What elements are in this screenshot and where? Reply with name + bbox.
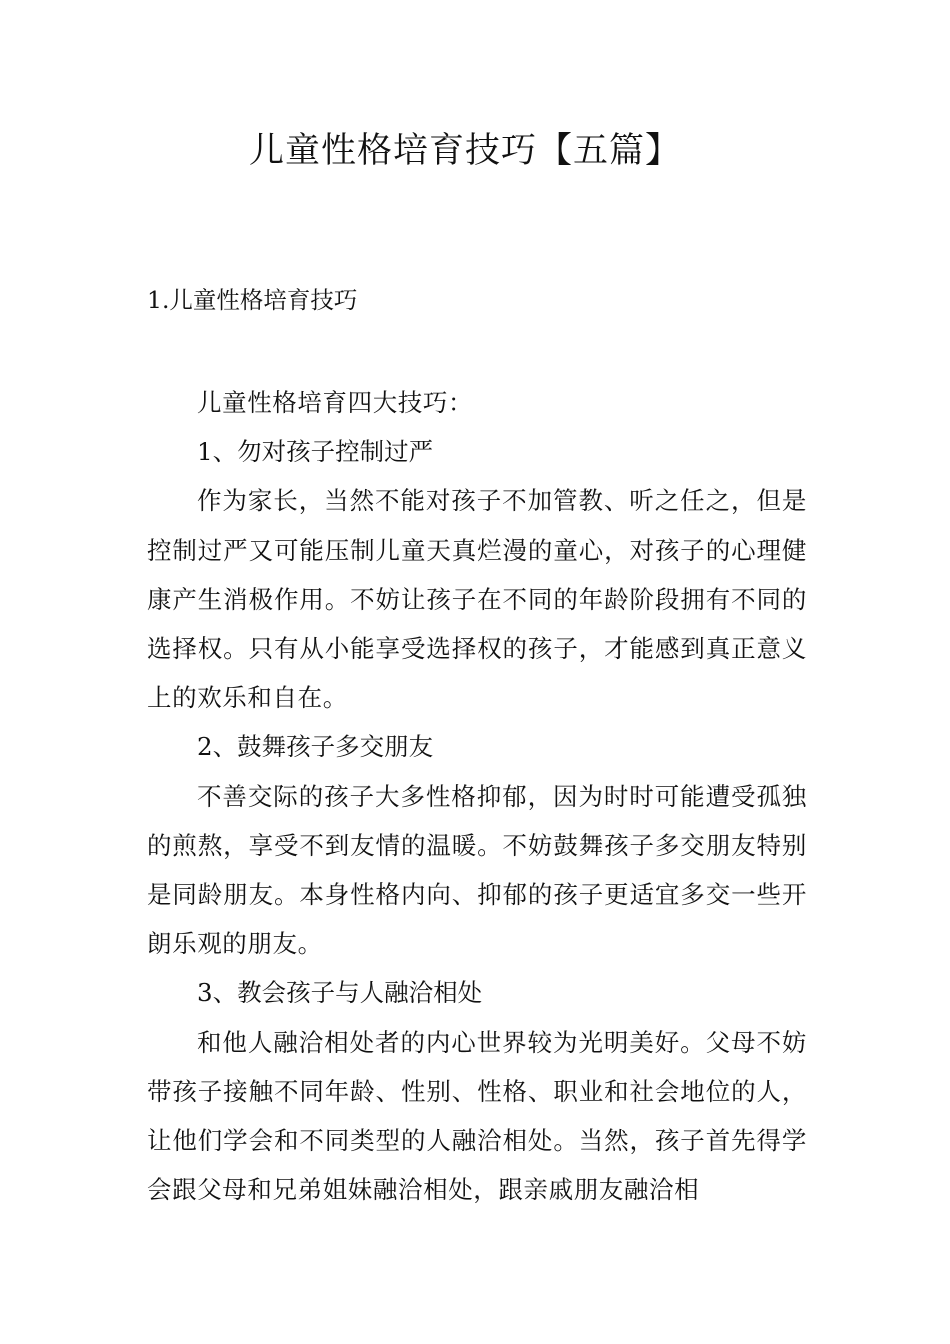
intro-paragraph: 儿童性格培育四大技巧： (197, 388, 474, 417)
subheading-2: 2、鼓舞孩子多交朋友 (197, 732, 434, 762)
document-body (147, 378, 807, 1214)
subheading-3: 3、教会孩子与人融洽相处 (197, 978, 483, 1008)
subheading-1: 1、勿对孩子控制过严 (197, 437, 434, 467)
body-paragraph-3: 和他人融洽相处者的内心世界较为光明美好。父母不妨带孩子接触不同年龄、性别、性格、职业和社会地位的人，让他们学会和不同类型的人融洽相处。当然，孩子首先得学会跟父母和兄弟姐妹融洽相处，跟亲戚朋友融洽相 (147, 1027, 807, 1205)
body-paragraph-1: 作为家长，当然不能对孩子不加管教、听之任之，但是控制过严又可能压制儿童天真烂漫的童心，对孩子的心理健康产生消极作用。不妨让孩子在不同的年龄阶段拥有不同的选择权。只有从小能享受选择权的孩子，才能感到真正意义上的欢乐和自在。 (147, 486, 807, 713)
section-heading: 1.儿童性格培育技巧 (147, 286, 358, 314)
body-paragraph-2: 不善交际的孩子大多性格抑郁，因为时时可能遭受孤独的煎熬，享受不到友情的温暖。不妨鼓舞孩子多交朋友特别是同龄朋友。本身性格内向、抑郁的孩子更适宜多交一些开朗乐观的朋友。 (147, 781, 807, 959)
document-title: 儿童性格培育技巧【五篇】 (248, 131, 681, 171)
